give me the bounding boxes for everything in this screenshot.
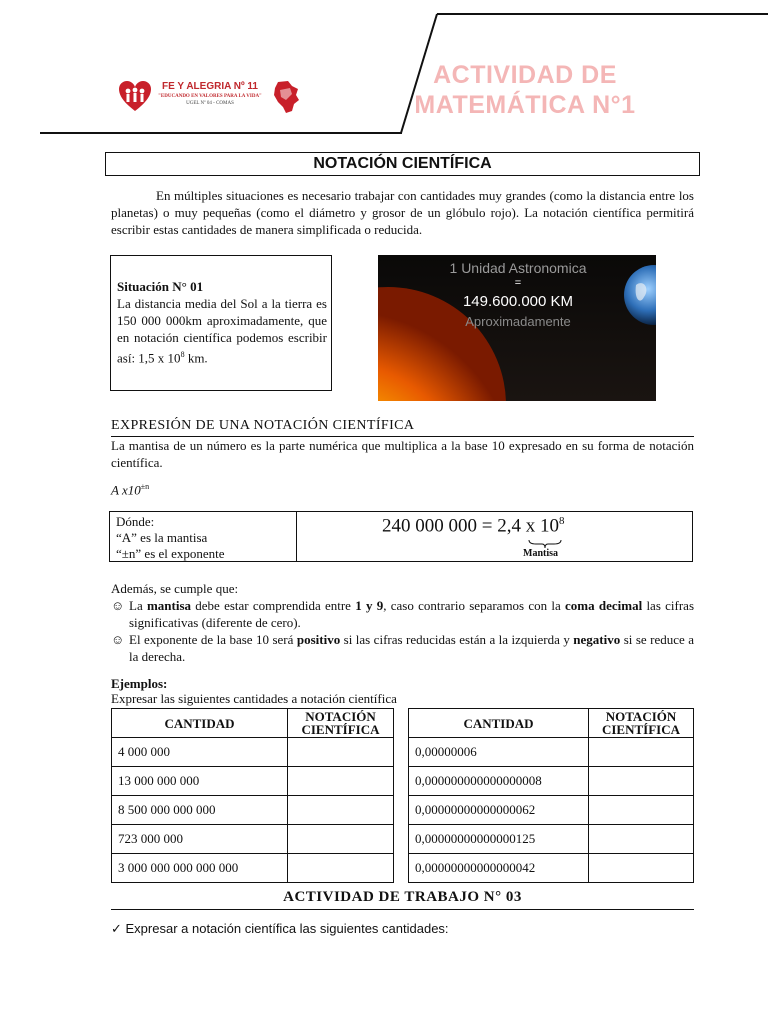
quantity-cell: 3 000 000 000 000 000 (112, 854, 288, 883)
answer-cell[interactable] (288, 767, 394, 796)
situation-title: Situación N° 01 (117, 279, 204, 294)
table-row (409, 854, 694, 883)
rule2-e: si se reduce a la derecha. (129, 632, 694, 664)
answer-cell[interactable] (589, 854, 694, 883)
checkmark-icon: ✓ (111, 921, 126, 936)
formula-base: A x10 (111, 482, 141, 498)
equation-text: 240 000 000 = 2,4 x 10 (382, 515, 559, 537)
quantity-cell: 8 500 000 000 000 (112, 796, 288, 825)
header-rule-bottom (40, 132, 402, 134)
astro-line2: = (514, 277, 522, 289)
table-row (112, 854, 394, 883)
col-cantidad: CANTIDAD (112, 709, 288, 738)
school-heart-logo-icon (118, 80, 152, 114)
table-row (112, 825, 394, 854)
quantity-cell: 0,00000006 (409, 738, 589, 767)
activity-rule (111, 909, 694, 910)
answer-cell[interactable] (288, 854, 394, 883)
header-title-line1: ACTIVIDAD DE (433, 61, 617, 89)
table-row (112, 738, 394, 767)
smiley-icon: ☺ (111, 598, 125, 613)
rule-exponent (111, 631, 694, 665)
school-ugel: UGEL Nº 04 - COMAS (186, 101, 234, 106)
situation-box (110, 255, 332, 391)
smiley-icon: ☺ (111, 632, 125, 647)
answer-cell[interactable] (288, 796, 394, 825)
answer-cell[interactable] (589, 796, 694, 825)
definition-table (109, 511, 693, 562)
expression-title: EXPRESIÓN DE UNA NOTACIÓN CIENTÍFICA (111, 418, 415, 433)
table-row (409, 767, 694, 796)
quantity-cell: 0,000000000000000008 (409, 767, 589, 796)
peru-map-logo-icon (272, 80, 300, 114)
table-row (112, 767, 394, 796)
examples-title: Ejemplos: (111, 676, 168, 691)
definition-line3: “±n” es el exponente (116, 546, 225, 561)
situation-exponent: 8 (180, 350, 185, 359)
header-title-line2: MATEMÁTICA N°1 (414, 91, 636, 119)
definition-line1: Dónde: (116, 514, 155, 529)
mantisa-paragraph: La mantisa de un número es la parte numérica que multiplica a la base 10 expresado en su forma de notación científica. (111, 438, 694, 470)
rule1-e: , caso contrario separamos con la (383, 598, 566, 613)
rule1-f: coma decimal (565, 598, 643, 613)
rule2-c: si las cifras reducidas están a la izquierda y (340, 632, 574, 647)
quantity-cell: 13 000 000 000 (112, 767, 288, 796)
col-notacion-a: NOTACIÓN (305, 709, 376, 724)
col-notacion-b: CIENTÍFICA (601, 722, 680, 737)
answer-cell[interactable] (288, 738, 394, 767)
table-row (112, 796, 394, 825)
equation-exponent: 8 (558, 515, 565, 527)
col-notacion (589, 709, 694, 738)
table-row (409, 796, 694, 825)
school-motto: "EDUCANDO EN VALORES PARA LA VIDA" (158, 94, 262, 99)
formula-exponent: ±n (140, 482, 150, 491)
activity-instruction (111, 921, 449, 937)
activity-instruction-text: Expresar a notación científica las siguientes cantidades: (125, 921, 449, 936)
definition-left-cell (110, 512, 297, 561)
answer-cell[interactable] (589, 738, 694, 767)
rule2-b: positivo (296, 632, 341, 647)
table-row (409, 825, 694, 854)
intro-paragraph: En múltiples situaciones es necesario trabajar con cantidades muy grandes (como la distancia entre los planetas) o muy pequeñas (como el diámetro y grosor de un glóbulo rojo). La notación científica permitirá escribir estas cantidades de manera simplificada o reducida. (111, 188, 694, 237)
section-title: NOTACIÓN CIENTÍFICA (105, 152, 700, 176)
quantity-cell: 0,00000000000000042 (409, 854, 589, 883)
rule2-d: negativo (573, 632, 621, 647)
rule1-c: debe estar comprendida entre (191, 598, 356, 613)
situation-tail: km. (184, 350, 208, 366)
school-name: FE Y ALEGRIA Nº 11 (162, 81, 258, 92)
astro-line1: 1 Unidad Astronomica (449, 260, 587, 276)
col-notacion (288, 709, 394, 738)
examples-table-small (408, 708, 694, 883)
activity-header-title (380, 60, 670, 120)
astro-line3: 149.600.000 KM (462, 293, 574, 310)
answer-cell[interactable] (288, 825, 394, 854)
quantity-cell: 4 000 000 (112, 738, 288, 767)
astro-line4: Aproximadamente (465, 314, 571, 329)
col-cantidad: CANTIDAD (409, 709, 589, 738)
answer-cell[interactable] (589, 825, 694, 854)
rule1-a: La (129, 598, 147, 613)
rules-block (111, 580, 694, 665)
table-row (409, 738, 694, 767)
examples-subtitle: Expresar las siguientes cantidades a notación científica (111, 691, 397, 706)
col-notacion-b: CIENTÍFICA (301, 722, 380, 737)
rules-intro: Además, se cumple que: (111, 581, 239, 596)
mantisa-label: Mantisa (523, 548, 558, 559)
definition-equation (382, 515, 564, 537)
definition-line2: “A” es la mantisa (116, 530, 208, 545)
situation-text (117, 295, 327, 366)
rule1-b: mantisa (146, 598, 192, 613)
quantity-cell: 723 000 000 (112, 825, 288, 854)
situation-body: La distancia media del Sol a la tierra es 150 000 000km aproximadamente, que en notación científica podemos escribir así: 1,5 x 10 (117, 296, 327, 366)
activity-title: ACTIVIDAD DE TRABAJO N° 03 (283, 889, 522, 905)
header-rule-top (437, 13, 768, 15)
quantity-cell: 0,00000000000000125 (409, 825, 589, 854)
rule1-g: las cifras significativas (diferente de cero). (129, 598, 694, 630)
answer-cell[interactable] (589, 767, 694, 796)
rule1-d: 1 y 9 (355, 598, 384, 613)
quantity-cell: 0,00000000000000062 (409, 796, 589, 825)
col-notacion-a: NOTACIÓN (605, 709, 677, 724)
rule2-a: El exponente de la base 10 será (129, 632, 297, 647)
astronomical-unit-image (378, 255, 656, 401)
examples-table-large (111, 708, 394, 883)
formula (111, 482, 149, 498)
rule-mantisa (111, 597, 694, 631)
